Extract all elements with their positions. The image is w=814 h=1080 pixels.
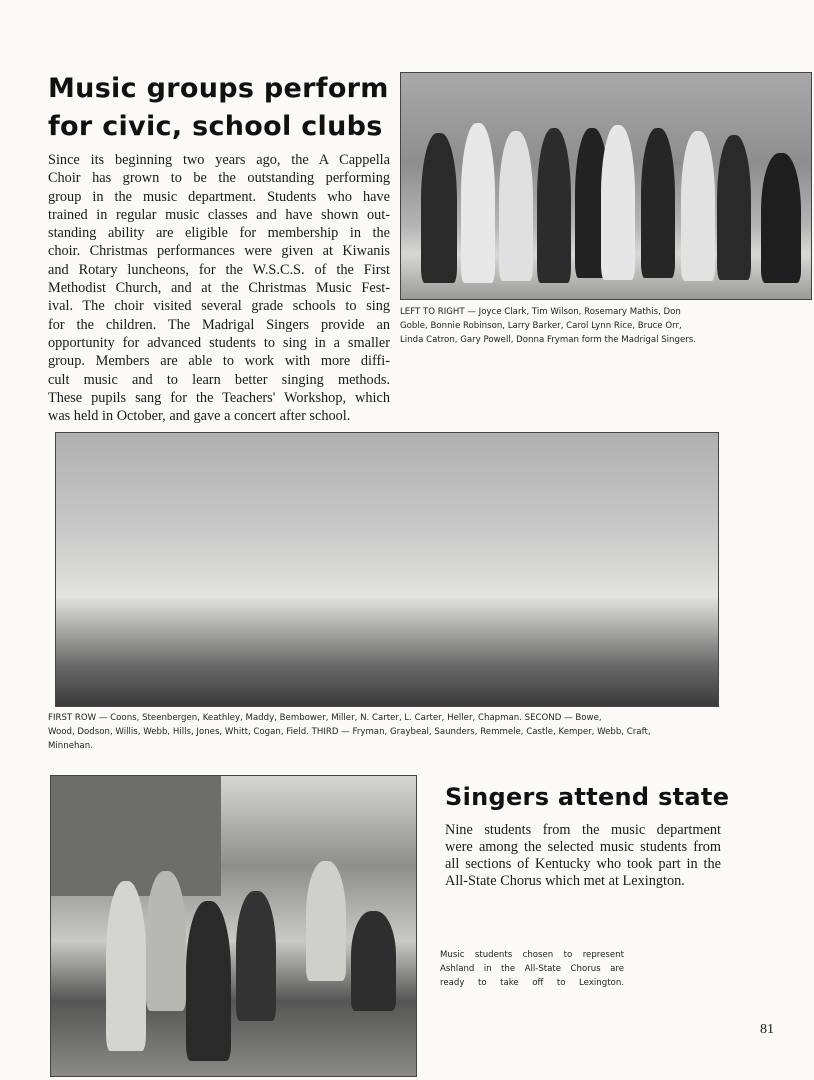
- body-line: was held in October, and gave a concert after school.: [48, 408, 351, 425]
- caption-line: Linda Catron, Gary Powell, Donna Fryman form the Madrigal Singers.: [400, 335, 696, 345]
- madrigal-singers-photo: [400, 72, 812, 300]
- body-line: All-State Chorus which met at Lexington.: [445, 873, 685, 889]
- body-line: Since its beginning two years ago, the A Cappella: [48, 152, 390, 168]
- girls-choir-photo: [55, 432, 719, 707]
- choir-caption: [48, 711, 728, 753]
- title-line: for civic, school clubs: [48, 111, 383, 142]
- body-line: Methodist Church, and at the Christmas Music Fest-: [48, 280, 390, 297]
- all-state-caption: [440, 948, 624, 990]
- section2-body: [445, 822, 721, 890]
- section-title-music-groups: [48, 70, 389, 146]
- body-line: for the children. The Madrigal Singers provide an: [48, 316, 390, 333]
- page-number: 81: [760, 1022, 774, 1037]
- madrigal-caption: [400, 305, 722, 347]
- caption-line: ready to take off to Lexington.: [440, 978, 624, 988]
- caption-line: Music students chosen to represent: [440, 950, 624, 960]
- caption-line: Goble, Bonnie Robinson, Larry Barker, Carol Lynn Rice, Bruce Orr,: [400, 321, 682, 331]
- title-line: Music groups perform: [48, 73, 389, 104]
- body-line: Nine students from the music department: [445, 822, 721, 838]
- body-line: opportunity for advanced students to sing in a smaller: [48, 334, 390, 351]
- section1-body: [48, 151, 390, 425]
- body-line: These pupils sang for the Teachers' Workshop, which: [48, 389, 390, 406]
- body-line: all sections of Kentucky who took part in the: [445, 856, 721, 872]
- body-line: standing ability are eligible for membership in the: [48, 225, 390, 242]
- caption-line: Ashland in the All-State Chorus are: [440, 964, 624, 974]
- caption-line: FIRST ROW — Coons, Steenbergen, Keathley, Maddy, Bembower, Miller, N. Carter, L. Carter, Heller, Chapman. SECOND — Bowe,: [48, 713, 602, 723]
- body-line: were among the selected music students from: [445, 839, 721, 855]
- body-line: group. Members are able to work with more diffi-: [48, 353, 390, 370]
- body-line: ival. The choir visited several grade schools to sing: [48, 298, 390, 315]
- body-line: cult music and to learn better singing methods.: [48, 371, 390, 388]
- body-line: trained in regular music classes and have shown out-: [48, 206, 390, 223]
- body-line: group in the music department. Students who have: [48, 188, 390, 205]
- caption-line: Minnehan.: [48, 741, 93, 751]
- all-state-chorus-photo: [50, 775, 417, 1077]
- body-line: and Rotary luncheons, for the W.S.C.S. of the First: [48, 261, 390, 278]
- caption-line: Wood, Dodson, Willis, Webb, Hills, Jones, Whitt, Cogan, Field. THIRD — Fryman, Graybeal, Saunders, Remmele, Castle, Kemper, Webb, Craft,: [48, 727, 651, 737]
- caption-line: LEFT TO RIGHT — Joyce Clark, Tim Wilson, Rosemary Mathis, Don: [400, 307, 681, 317]
- section-title-singers-state: Singers attend state: [445, 783, 730, 811]
- body-line: Choir has grown to be the outstanding performing: [48, 170, 390, 187]
- body-line: choir. Christmas performances were given at Kiwanis: [48, 243, 390, 260]
